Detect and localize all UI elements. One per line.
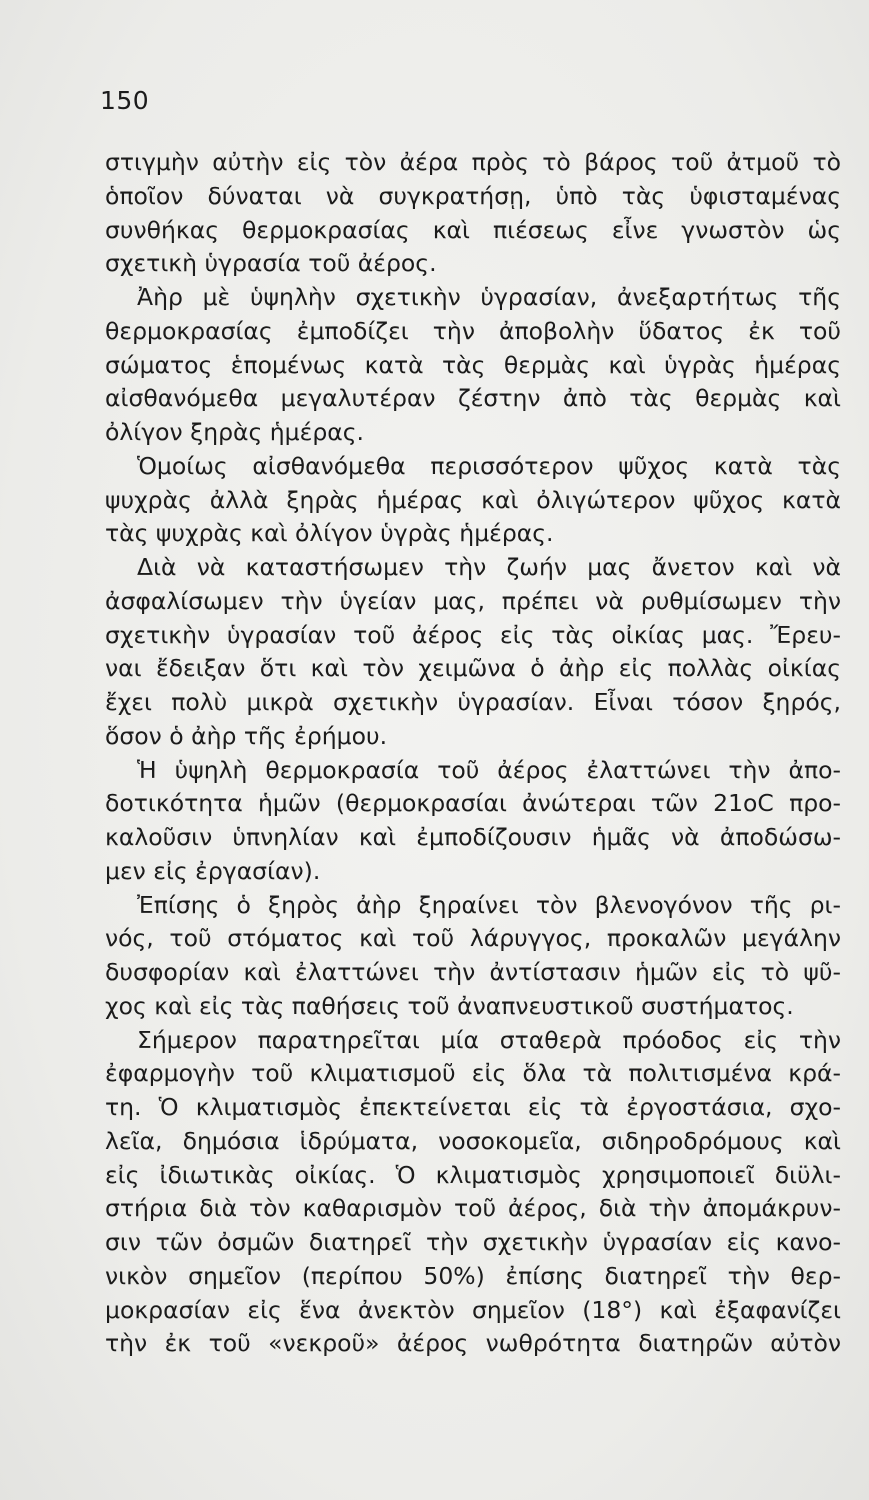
text-line: καλοῦσιν ὑπνηλίαν καὶ ἐμποδίζουσιν ἡμᾶς νὰ ἀποδώσω- <box>105 823 841 851</box>
text-line: χος καὶ εἰς τὰς παθήσεις τοῦ ἀναπνευστικοῦ συστήματος. <box>105 991 794 1020</box>
body-text <box>105 146 841 1361</box>
text-line: Σήμερον παρατηρεῖται μία σταθερὰ πρόοδος εἰς τὴν <box>137 1025 841 1054</box>
text-line: μοκρασίαν εἰς ἕνα ἀνεκτὸν σημεῖον (18°) καὶ ἐξαφανίζει <box>105 1295 841 1324</box>
text-line: μεν εἰς ἐργασίαν). <box>105 856 321 885</box>
text-line: αἰσθανόμεθα μεγαλυτέραν ζέστην ἀπὸ τὰς θερμὰς καὶ <box>105 384 841 413</box>
text-line: Ὁμοίως αἰσθανόμεθα περισσότερον ψῦχος κατὰ τὰς <box>137 451 841 480</box>
text-line: τη. Ὁ κλιματισμὸς ἐπεκτείνεται εἰς τὰ ἐργοστάσια, σχο- <box>105 1093 841 1121</box>
text-line: στήρια διὰ τὸν καθαρισμὸν τοῦ ἀέρος, διὰ τὴν ἀπομάκρυν- <box>105 1194 841 1223</box>
text-line: ὀλίγον ξηρὰς ἡμέρας. <box>105 418 365 446</box>
text-line: σχετικὴν ὑγρασίαν τοῦ ἀέρος εἰς τὰς οἰκίας μας. Ἔρευ- <box>105 620 841 649</box>
text-line: ναι ἔδειξαν ὅτι καὶ τὸν χειμῶνα ὁ ἀὴρ εἰς πολλὰς οἰκίας <box>105 654 841 683</box>
text-line: συνθήκας θερμοκρασίας καὶ πιέσεως εἶνε γνωστὸν ὡς <box>105 215 841 244</box>
text-line: δυσφορίαν καὶ ἐλαττώνει τὴν ἀντίστασιν ἡμῶν εἰς τὸ ψῦ- <box>105 958 841 986</box>
text-line: ἔχει πολὺ μικρὰ σχετικὴν ὑγρασίαν. Εἶναι τόσον ξηρός, <box>105 688 841 716</box>
text-line: τὴν ἐκ τοῦ «νεκροῦ» ἀέρος νωθρότητα διατηρῶν αὐτὸν <box>105 1329 841 1358</box>
page-number: 150 <box>100 86 150 115</box>
text-line: Ἡ ὑψηλὴ θερμοκρασία τοῦ ἀέρος ἐλαττώνει τὴν ἀπο- <box>137 755 841 784</box>
text-line: ὁποῖον δύναται νὰ συγκρατήσῃ, ὑπὸ τὰς ὑφισταμένας <box>105 181 841 210</box>
text-line: νός, τοῦ στόματος καὶ τοῦ λάρυγγος, προκαλῶν μεγάλην <box>105 924 841 953</box>
text-line: ἀσφαλίσωμεν τὴν ὑγείαν μας, πρέπει νὰ ρυθμίσωμεν τὴν <box>105 586 841 615</box>
text-line: ψυχρὰς ἀλλὰ ξηρὰς ἡμέρας καὶ ὀλιγώτερον ψῦχος κατὰ <box>105 485 841 514</box>
text-line: εἰς ἰδιωτικὰς οἰκίας. Ὁ κλιματισμὸς χρησιμοποιεῖ διϋλι- <box>105 1160 841 1189</box>
text-line: τὰς ψυχρὰς καὶ ὀλίγον ὑγρὰς ἡμέρας. <box>105 519 554 548</box>
text-line: Ἀὴρ μὲ ὑψηλὴν σχετικὴν ὑγρασίαν, ἀνεξαρτήτως τῆς <box>137 283 841 311</box>
text-line: σώματος ἑπομένως κατὰ τὰς θερμὰς καὶ ὑγρὰς ἡμέρας <box>105 350 841 379</box>
text-line: ἐφαρμογὴν τοῦ κλιματισμοῦ εἰς ὅλα τὰ πολιτισμένα κρά- <box>105 1059 841 1088</box>
text-line: λεῖα, δημόσια ἱδρύματα, νοσοκομεῖα, σιδηροδρόμους καὶ <box>105 1126 841 1155</box>
text-line: Ἐπίσης ὁ ξηρὸς ἀὴρ ξηραίνει τὸν βλενογόνον τῆς ρι- <box>137 890 841 919</box>
text-line: ὅσον ὁ ἀὴρ τῆς ἐρήμου. <box>105 721 388 750</box>
text-line: δοτικότητα ἡμῶν (θερμοκρασίαι ἀνώτεραι τῶν 21οC προ- <box>105 789 841 818</box>
text-line: θερμοκρασίας ἐμποδίζει τὴν ἀποβολὴν ὕδατος ἐκ τοῦ <box>105 316 841 345</box>
text-line: σχετικὴ ὑγρασία τοῦ ἀέρος. <box>105 249 437 278</box>
text-line: νικὸν σημεῖον (περίπου 50%) ἐπίσης διατηρεῖ τὴν θερ- <box>105 1261 841 1290</box>
text-line: στιγμὴν αὐτὴν εἰς τὸν ἀέρα πρὸς τὸ βάρος τοῦ ἀτμοῦ τὸ <box>105 148 841 176</box>
text-line: σιν τῶν ὀσμῶν διατηρεῖ τὴν σχετικὴν ὑγρασίαν εἰς κανο- <box>105 1228 841 1256</box>
text-line: Διὰ νὰ καταστήσωμεν τὴν ζωήν μας ἄνετον καὶ νὰ <box>137 553 841 581</box>
